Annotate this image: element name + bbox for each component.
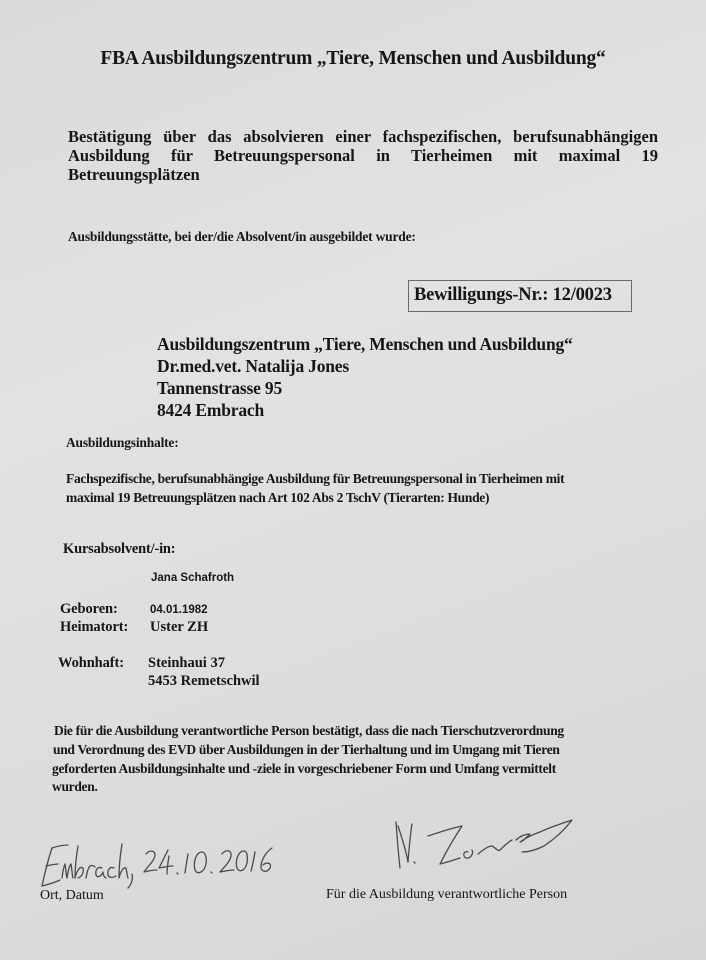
graduate-label: Kursabsolvent/-in: [63, 541, 176, 557]
signature-text [598, 816, 599, 817]
responsible-person-signature [388, 816, 598, 874]
permit-number: Bewilligungs-Nr.: 12/0023 [414, 285, 612, 305]
training-content-line: maximal 19 Betreuungsplätzen nach Art 102 Abs 2 TschV (Tierarten: Hunde) [66, 490, 490, 505]
intro-line: Betreuungsplätzen [68, 165, 200, 184]
signature-drawing [388, 816, 598, 874]
confirmation-line: und Verordnung des EVD über Ausbildungen in der Tierhaltung und im Umgang mit Tieren [53, 742, 560, 757]
responsible-person-label: Für die Ausbildung verantwortliche Person [326, 887, 568, 902]
intro-statement [68, 127, 658, 184]
born-label: Geboren: [60, 601, 118, 617]
residence-city: 5453 Remetschwil [148, 673, 260, 689]
residence-label: Wohnhaft: [58, 655, 124, 671]
hometown-value: Uster ZH [150, 619, 209, 635]
born-value: 04.01.1982 [150, 604, 208, 616]
residence-street: Steinhaui 37 [148, 655, 225, 671]
training-site-label: Ausbildungsstätte, bei der/die Absolvent/in ausgebildet wurde: [68, 229, 416, 244]
graduate-name: Jana Schafroth [151, 572, 235, 584]
training-site-director: Dr.med.vet. Natalija Jones [157, 356, 349, 376]
intro-line: Ausbildung für Betreuungspersonal in Tierheimen mit maximal 19 [68, 146, 658, 165]
confirmation-line: wurden. [52, 779, 98, 794]
place-date-label: Ort, Datum [40, 888, 104, 903]
confirmation-line: Die für die Ausbildung verantwortliche Person bestätigt, dass die nach Tierschutzverordnung [54, 723, 564, 738]
training-content-label: Ausbildungsinhalte: [66, 435, 179, 450]
training-site-name: Ausbildungszentrum „Tiere, Menschen und Ausbildung“ [157, 334, 573, 354]
training-content-line: Fachspezifische, berufsunabhängige Ausbildung für Betreuungspersonal in Tierheimen mit [66, 471, 565, 486]
training-site-street: Tannenstrasse 95 [157, 378, 282, 398]
handwritten-place-date-drawing [38, 840, 288, 892]
confirmation-line: geforderten Ausbildungsinhalte und -ziele in vorgeschriebener Form und Umfang vermittelt [52, 761, 556, 776]
hometown-label: Heimatort: [60, 619, 129, 635]
intro-line: Bestätigung über das absolvieren einer fachspezifischen, berufsunabhängigen [68, 127, 658, 146]
handwritten-place-date [38, 840, 288, 892]
handwritten-place-date-text [288, 840, 289, 841]
document-title: FBA Ausbildungszentrum „Tiere, Menschen und Ausbildung“ [100, 48, 606, 69]
training-site-city: 8424 Embrach [157, 400, 264, 420]
